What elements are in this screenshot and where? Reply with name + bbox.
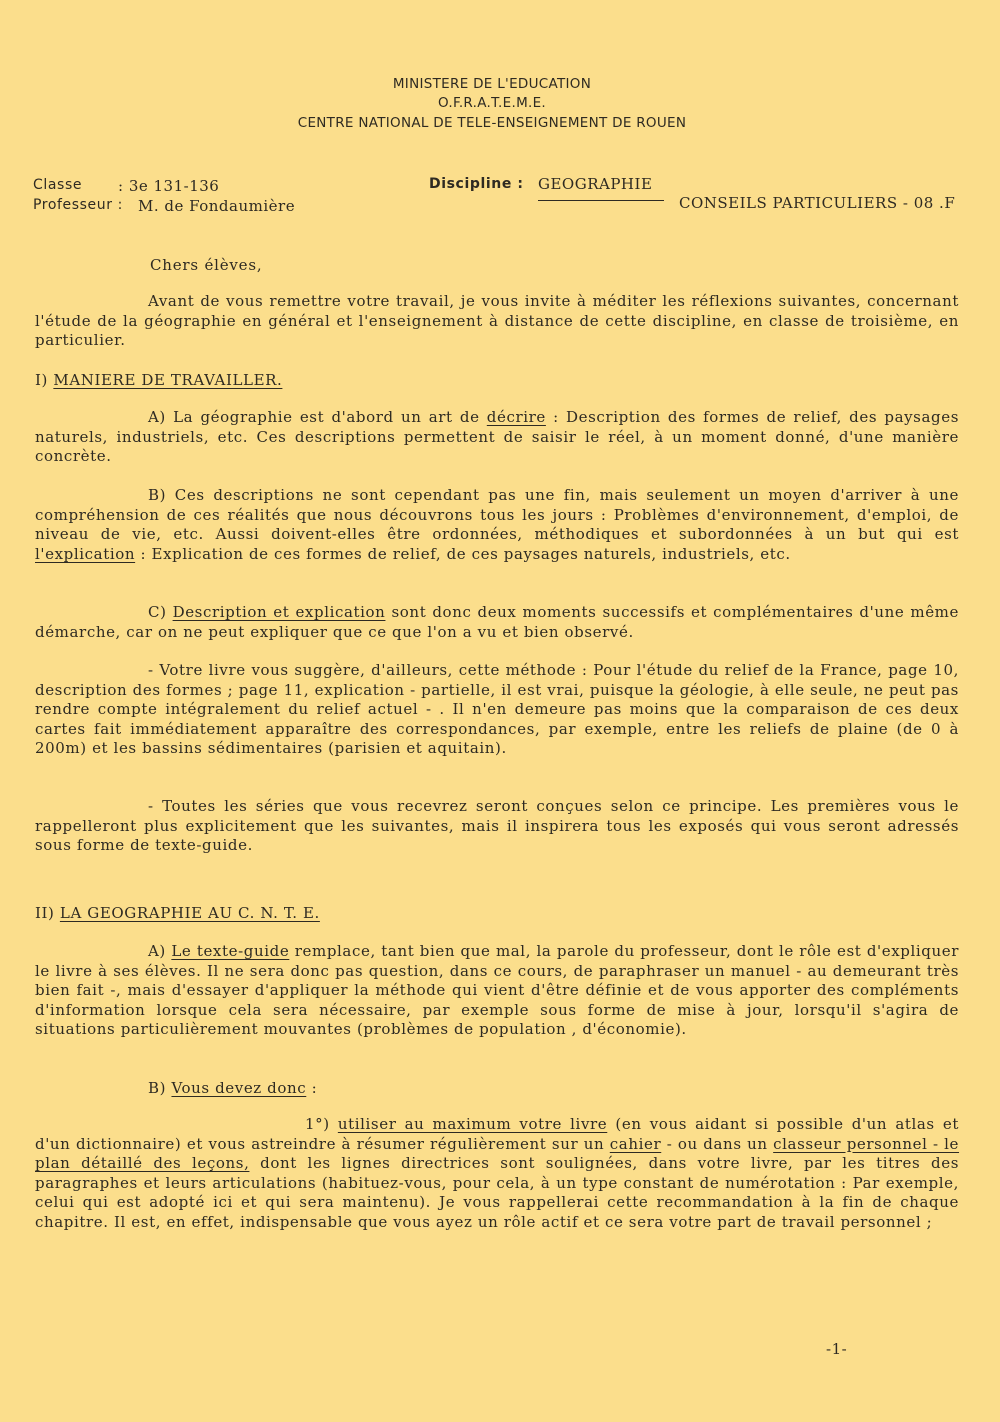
section-2-title: LA GEOGRAPHIE AU C. N. T. E.: [59, 904, 320, 922]
section-1-b: B) Ces descriptions ne sont cependant pas une fin, mais seulement un moyen d'arriver à une compréhension de ces réalités que nous découvrons tous les jours : Problèmes d'environnement, d'emploi, de niveau de vie, etc. Aussi doivent-elles être ordonnées, méthodiques et subordonnées à un but qui est l'explication : Explication de ces formes de relief, de ces paysages naturels, industriels, etc.: [35, 486, 959, 563]
classe-label: Classe: [33, 177, 83, 193]
section-2-point-1: 1°) utiliser au maximum votre livre (en vous aidant si possible d'un atlas et d'un dictionnaire) et vous astreindre à résumer régulièrement sur un cahier - ou dans un classeur personnel - le plan détaillé des leçons, dont les lignes directrices sont soulignées, dans votre livre, par les titres des paragraphes et leurs articulations (habituez-vous, pour cela, à un type constant de numérotation : Par exemple, celui qui est adopté ici et qui sera maintenu). Je vous rappellerai cette recommandation à la fin de chaque chapitre. Il est, en effet, indispensable que vous ayez un rôle actif et ce sera votre part de travail personnel ;: [35, 1115, 960, 1231]
discipline-label: Discipline :: [429, 176, 524, 192]
header-centre: CENTRE NATIONAL DE TELE-ENSEIGNEMENT DE ROUEN: [297, 115, 687, 131]
page-number: -1-: [826, 1340, 848, 1358]
section-1-c: C) Description et explication sont donc deux moments successifs et complémentaires d'une même démarche, car on ne peut expliquer que ce que l'on a vu et bien observé.: [35, 603, 959, 641]
section-2-b: B) Vous devez donc :: [148, 1079, 318, 1097]
section-1-e: - Toutes les séries que vous recevrez seront conçues selon ce principe. Les premières vous le rappelleront plus explicitement que les suivantes, mais il inspirera tous les exposés qui vous seront adressés sous forme de texte-guide.: [35, 797, 959, 855]
professeur-label: Professeur :: [33, 197, 123, 213]
section-1-a: A) La géographie est d'abord un art de décrire : Description des formes de relief, des paysages naturels, industriels, etc. Ces descriptions permettent de saisir le réel, à un moment donné, d'une manière concrète.: [35, 408, 959, 466]
section-1-heading: I) MANIERE DE TRAVAILLER.: [35, 371, 283, 389]
classe-value: : 3e 131-136: [118, 177, 220, 195]
header-ministry: MINISTERE DE L'EDUCATION: [392, 76, 592, 92]
discipline-value: GEOGRAPHIE: [538, 175, 653, 193]
section-2-a: A) Le texte-guide remplace, tant bien que mal, la parole du professeur, dont le rôle est d'expliquer le livre à ses élèves. Il ne sera donc pas question, dans ce cours, de paraphraser un manuel - au demeurant très bien fait -, mais d'essayer d'appliquer la méthode qui vient d'être définie et de vous apporter des compléments d'information lorsque cela sera nécessaire, par exemple sous forme de mise à jour, lorsqu'il s'agira de situations particulièrement mouvantes (problèmes de population , d'économie).: [35, 942, 960, 1039]
professeur-value: M. de Fondaumière: [138, 197, 296, 215]
discipline-rule: [538, 200, 664, 201]
section-1-title: MANIERE DE TRAVAILLER.: [53, 371, 283, 389]
greeting: Chers élèves,: [150, 256, 263, 274]
reference-code: CONSEILS PARTICULIERS - 08 .F: [679, 194, 956, 212]
header-ofrateme: O.F.R.A.T.E.M.E.: [437, 95, 547, 111]
intro-paragraph: Avant de vous remettre votre travail, je vous invite à méditer les réflexions suivantes, concernant l'étude de la géographie en général et l'enseignement à distance de cette discipline, en classe de troisième, en particulier.: [35, 292, 959, 350]
section-1-d: - Votre livre vous suggère, d'ailleurs, cette méthode : Pour l'étude du relief de la France, page 10, description des formes ; page 11, explication - partielle, il est vrai, puisque la géologie, à elle seule, ne peut pas rendre compte intégralement du relief actuel - . Il n'en demeure pas moins que la comparaison de ces deux cartes fait immédiatement apparaître des correspondances, par exemple, entre les reliefs de plaine (de 0 à 200m) et les bassins sédimentaires (parisien et aquitain).: [35, 661, 959, 758]
section-2-heading: II) LA GEOGRAPHIE AU C. N. T. E.: [35, 904, 320, 922]
